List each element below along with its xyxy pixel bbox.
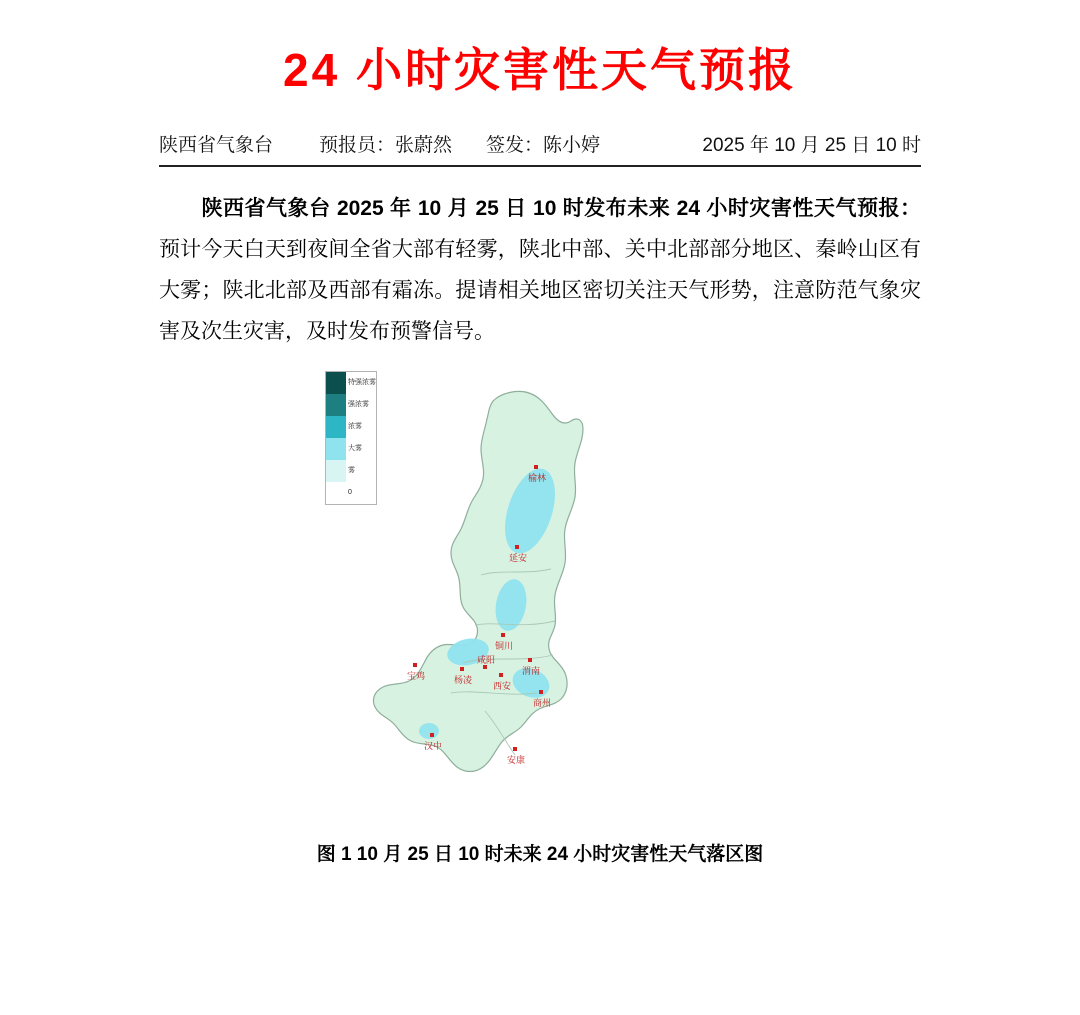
city-label-hanzhong: 汉中 [424,740,443,751]
shaanxi-province-map [325,363,755,833]
legend-item [326,460,376,482]
legend-item [326,482,376,504]
city-dot-shangzhou [539,690,543,694]
city-dot-baoji [413,663,417,667]
meta-organization: 陕西省气象台 [159,135,274,156]
legend-label: 大雾 [348,445,362,453]
legend-swatch [326,438,346,460]
legend-swatch [326,416,346,438]
province-shape [373,391,583,771]
city-label-ankang: 安康 [507,754,526,765]
city-dot-yulin [534,465,538,469]
meta-datetime: 2025 年 10 月 25 日 10 时 [702,135,921,156]
legend-label: 特强浓雾 [348,379,376,387]
legend-swatch [326,394,346,416]
city-label-tongchuan: 铜川 [495,640,514,651]
map-legend [325,371,377,505]
city-label-shangzhou: 商州 [533,697,552,708]
document-meta [159,130,921,167]
city-label-baoji: 宝鸡 [407,670,426,681]
fog-area-hanzhong [419,723,439,739]
page-title: 24 小时灾害性天气预报 [283,43,797,96]
city-dot-hanzhong [430,733,434,737]
meta-issuer: 签发：陈小婷 [486,135,601,156]
figure-caption: 图 1 10 月 25 日 10 时未来 24 小时灾害性天气落区图 [316,843,764,865]
figure-container [159,363,921,866]
forecast-text: 预计今天白天到夜间全省大部有轻雾，陕北中部、关中北部部分地区、秦岭山区有大雾；陕北北部及西部有霜冻。提请相关地区密切关注天气形势，注意防范气象灾害及次生灾害，及时发布预警信号。 [159,237,921,343]
legend-item [326,438,376,460]
city-label-weinan: 渭南 [522,665,541,676]
city-label-xian: 西安 [493,680,512,691]
city-label-yanan: 延安 [509,552,528,563]
city-label-xianyang: 咸阳 [477,654,496,665]
city-dot-xianyang [483,665,487,669]
legend-swatch [326,460,346,482]
city-dot-ankang [513,747,517,751]
forecast-map [325,363,755,833]
legend-label: 浓雾 [348,423,362,431]
forecast-lead: 陕西省气象台 2025 年 10 月 25 日 10 时发布未来 24 小时灾害性天气预报： [201,197,921,220]
city-dot-tongchuan [501,633,505,637]
city-dot-xian [499,673,503,677]
legend-label: 强浓雾 [348,401,369,409]
city-label-yulin: 榆林 [528,472,547,483]
city-label-yangling: 杨凌 [454,674,473,685]
city-dot-weinan [528,658,532,662]
legend-item [326,394,376,416]
legend-swatch [326,482,346,504]
document-page [0,31,1080,1015]
city-dot-yangling [460,667,464,671]
meta-forecaster: 预报员：张蔚然 [319,135,453,156]
city-dot-yanan [515,545,519,549]
legend-swatch [326,372,346,394]
legend-item [326,372,376,394]
forecast-body [159,189,921,353]
legend-label: 雾 [348,467,355,475]
legend-item [326,416,376,438]
legend-label: 0 [348,489,352,497]
